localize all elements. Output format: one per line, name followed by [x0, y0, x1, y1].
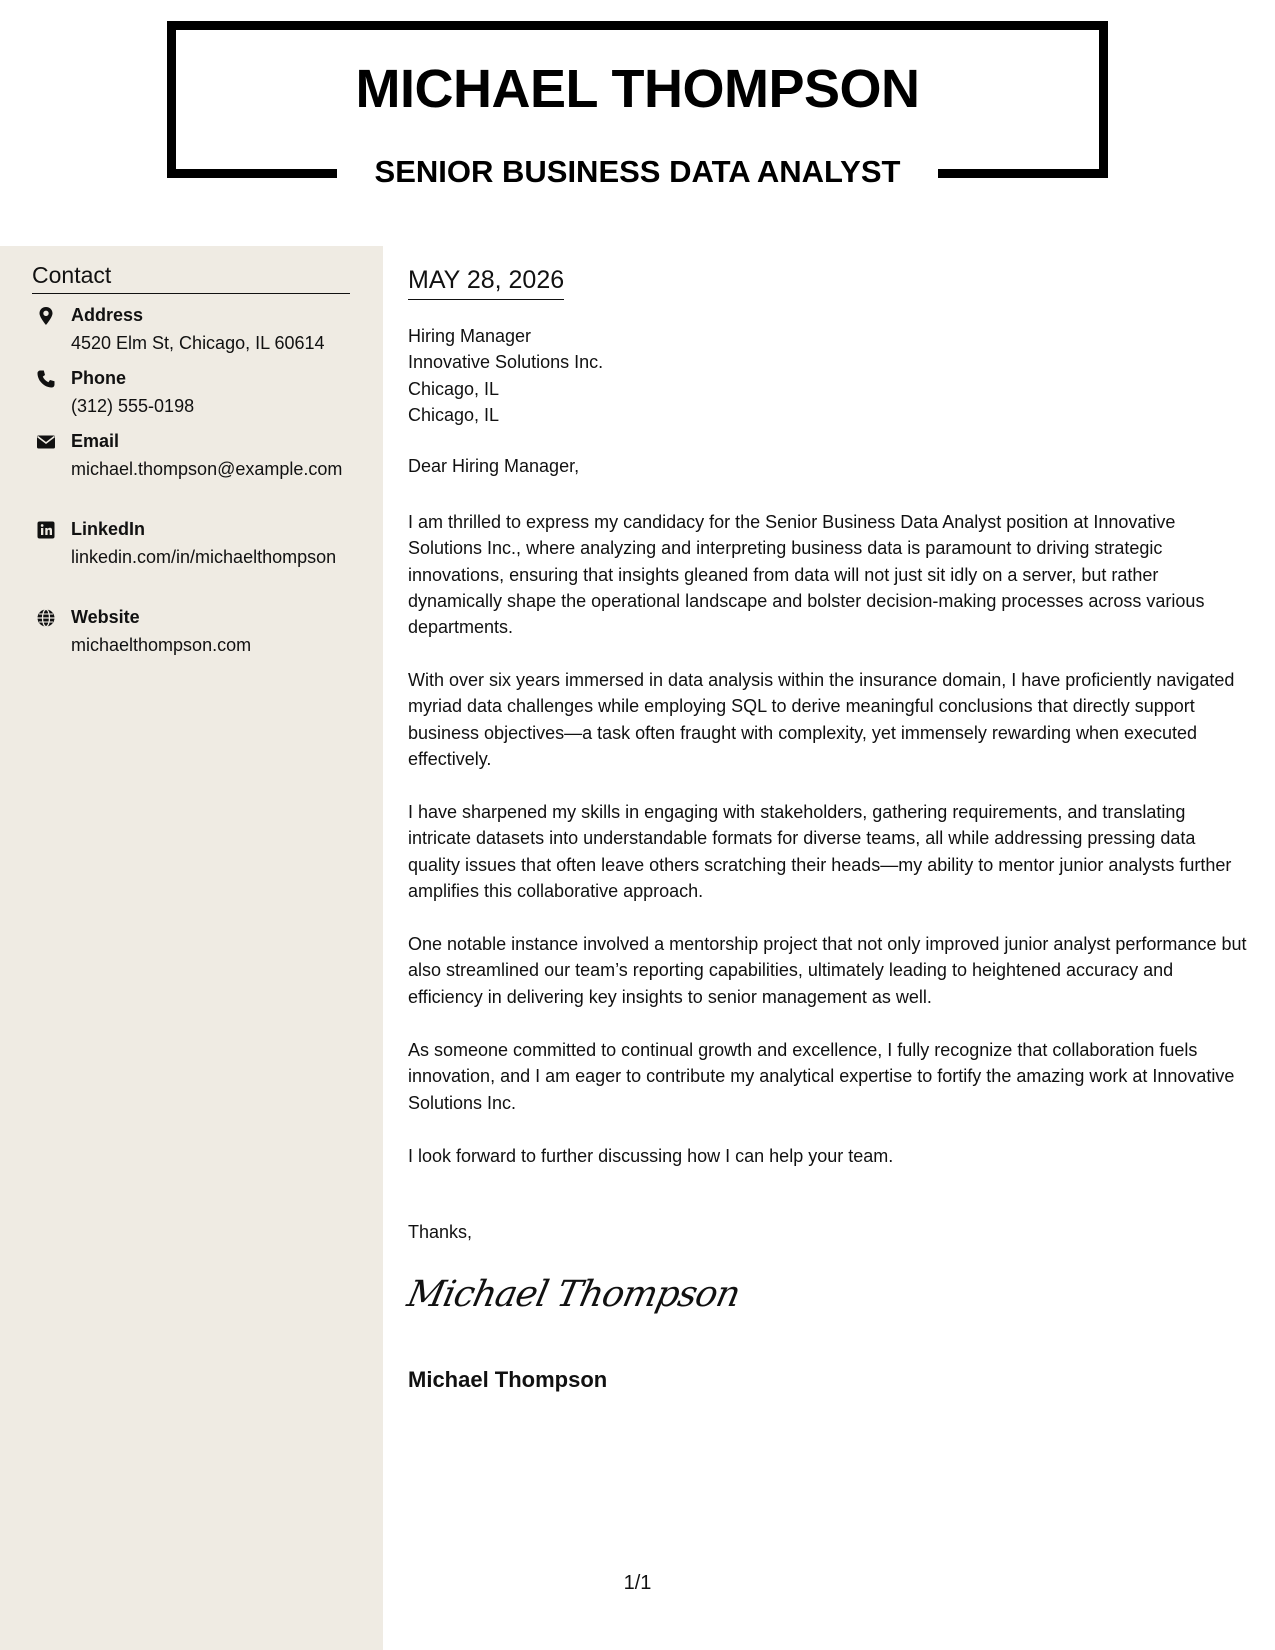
envelope-icon [36, 432, 56, 452]
contact-value: 4520 Elm St, Chicago, IL 60614 [71, 333, 325, 353]
body-paragraph: I have sharpened my skills in engaging with stakeholders, gathering requirements, and translating intricate datasets into understandable formats for diverse teams, all while addressing pressing data quality issues that often leave others scratching their heads—my ability to mentor junior analysts further amplifies this collaborative approach. [408, 802, 1232, 901]
body-paragraph: I am thrilled to express my candidacy for the Senior Business Data Analyst position at Innovative Solutions Inc., where analyzing and interpreting business data is paramount to driving strategic innovations, ensuring that insights gleaned from data will not just sit idly on a server, but rather dynamically shape the operational landscape and bolster decision-making processes across various departments. [408, 512, 1205, 638]
contact-label: Email [71, 431, 120, 451]
job-title-wrap [0, 152, 1275, 192]
body-paragraph: One notable instance involved a mentorship project that not only improved junior analyst performance but also streamlined our team’s reporting capabilities, ultimately leading to heightened accuracy and efficiency in delivering key insights to senior management as well. [408, 934, 1247, 1007]
contact-label: LinkedIn [71, 519, 146, 539]
contact-value: michaelthompson.com [71, 635, 252, 655]
body-paragraph: I look forward to further discussing how I can help your team. [408, 1146, 894, 1166]
contact-heading: Contact [32, 262, 350, 294]
recipient-line: Chicago, IL [408, 378, 500, 399]
contact-value: linkedin.com/in/michaelthompson [71, 547, 337, 567]
globe-icon [36, 608, 56, 628]
applicant-name: MICHAEL THOMPSON [355, 59, 920, 119]
recipient-line: Innovative Solutions Inc. [408, 352, 604, 373]
closing: Thanks, [408, 1222, 473, 1242]
salutation: Dear Hiring Manager, [408, 456, 580, 476]
body-paragraph: With over six years immersed in data analysis within the insurance domain, I have proficiently navigated myriad data challenges while employing SQL to derive meaningful conclusions that directly support business objectives—a task often fraught with complexity, yet immensely rewarding when executed effectively. [408, 670, 1235, 769]
map-pin-icon [36, 306, 56, 326]
contact-value: michael.thompson@example.com [71, 459, 343, 479]
signer-name: Michael Thompson [408, 1367, 608, 1392]
recipient-line: Chicago, IL [408, 404, 500, 425]
handwritten-signature: Michael Thompson [403, 1274, 744, 1315]
page-number: 1/1 [623, 1572, 652, 1594]
body-paragraph: As someone committed to continual growth and excellence, I fully recognize that collaboration fuels innovation, and I am eager to contribute my analytical expertise to fortify the amazing work at Innovative Solutions Inc. [408, 1040, 1235, 1113]
contact-label: Phone [71, 368, 127, 388]
contact-value: (312) 555-0198 [71, 396, 195, 416]
contact-label: Website [71, 607, 140, 627]
recipient-block [408, 323, 603, 428]
recipient-line: Hiring Manager [408, 326, 532, 346]
phone-icon [36, 369, 56, 389]
letter-date: MAY 28, 2026 [408, 266, 564, 300]
linkedin-icon [36, 520, 56, 540]
contact-label: Address [71, 305, 144, 325]
job-title: SENIOR BUSINESS DATA ANALYST [337, 152, 939, 192]
